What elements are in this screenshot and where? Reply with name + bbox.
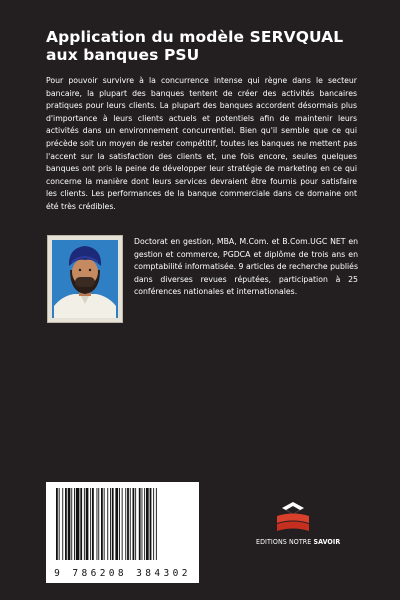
publisher-logo-block bbox=[256, 502, 341, 546]
publisher-logo-icon bbox=[273, 502, 313, 532]
book-title: Application du modèle SERVQUAL aux banques PSU bbox=[46, 28, 344, 64]
isbn-number: 9 786208 384302 bbox=[54, 568, 191, 579]
book-description: Pour pouvoir survivre à la concurrence intense qui règne dans le secteur bancaire, la plupart des banques tentent de créer des activités bancaires pratiques pour leurs clients. La plupart des banques accordent désormais plus d'importance à leurs clients actuels et potentiels afin de maintenir leurs activités dans un environnement concurrentiel. Bien qu'il semble que ce qui précède soit un moyen de rester compétitif, toutes les banques ne mettent pas l'accent sur la satisfaction des clients et, une fois encore, seules quelques banques ont pris la peine de développer leur stratégie de marketing en ce qui concerne la manière dont leurs services devraient être fournis pour satisfaire les clients. Les performances de la banque commerciale dans ce domaine ont été très crédibles. bbox=[46, 76, 357, 211]
author-bio: Doctorat en gestion, MBA, M.Com. et B.Com.UGC NET en gestion et commerce, PGDCA et diplôme de trois ans en comptabilité informatisée. 9 articles de recherche publiés dans diverses revues réputées, participation à 25 conférences nationales et internationales. bbox=[134, 237, 358, 297]
publisher-name: EDITIONS NOTRE SAVOIR bbox=[256, 538, 341, 546]
author-photo bbox=[48, 236, 122, 322]
isbn-barcode bbox=[46, 482, 199, 583]
